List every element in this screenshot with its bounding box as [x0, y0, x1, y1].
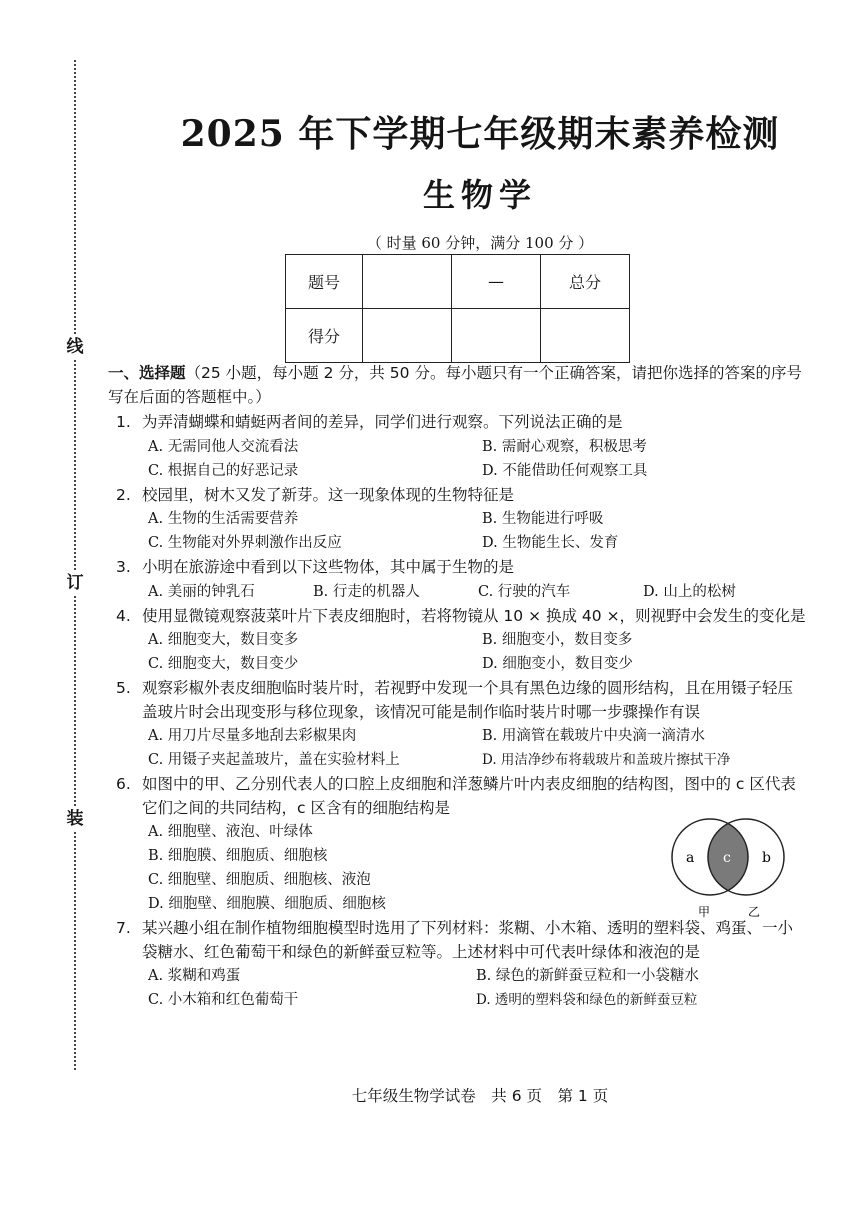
score-table-row: [286, 255, 630, 309]
binding-mark-ding: 订: [64, 572, 86, 594]
question-number: 5.: [116, 679, 131, 697]
question-text: 某兴趣小组在制作植物细胞模型时选用了下列材料：浆糊、小木箱、透明的塑料袋、鸡蛋、一小袋糖水、红色葡萄干和绿色的新鲜蚕豆粒等。上述材料中可代表叶绿体和液泡的是: [142, 919, 794, 961]
binding-dotted-line: [74, 60, 76, 1070]
option-d: D. 细胞壁、细胞膜、细胞质、细胞核: [148, 896, 386, 912]
venn-diagram: [664, 817, 792, 919]
question-5: [114, 677, 808, 772]
score-cell[interactable]: [363, 309, 452, 363]
option-c: C. 小木箱和红色葡萄干: [148, 992, 299, 1008]
option-c: C. 细胞变大，数目变少: [148, 656, 299, 672]
option-a: A. 浆糊和鸡蛋: [148, 968, 241, 984]
question-6: [114, 773, 808, 919]
option-c: C. 根据自己的好恶记录: [148, 462, 299, 479]
option-a: A. 美丽的钟乳石: [148, 583, 255, 600]
question-text: 校园里，树木又发了新芽。这一现象体现的生物特征是: [142, 485, 515, 504]
score-cell: 总分: [541, 255, 630, 309]
question-text: 使用显微镜观察菠菜叶片下表皮细胞时，若将物镜从 10 × 换成 40 ×，则视野中会发生的变化是: [142, 606, 806, 625]
venn-label-a: a: [686, 850, 695, 866]
option-a: A. 用刀片尽量多地刮去彩椒果肉: [148, 728, 357, 744]
questions-area: [108, 362, 808, 1012]
question-text: 如图中的甲、乙分别代表人的口腔上皮细胞和洋葱鳞片叶内表皮细胞的结构图，图中的 c 区代表它们之间的共同结构，c 区含有的细胞结构是: [142, 775, 796, 817]
option-d: D. 透明的塑料袋和绿色的新鲜蚕豆粒: [476, 992, 698, 1008]
question-4: [114, 605, 808, 677]
binding-mark-xian: 线: [64, 336, 86, 358]
score-cell: 得分: [286, 309, 363, 363]
score-cell[interactable]: [541, 309, 630, 363]
option-a: A. 无需同他人交流看法: [148, 438, 299, 455]
question-3: [114, 556, 808, 604]
score-cell[interactable]: [452, 309, 541, 363]
option-d: D. 用洁净纱布将载玻片和盖玻片擦拭干净: [482, 752, 731, 768]
score-cell: 题号: [286, 255, 363, 309]
question-number: 2.: [116, 485, 131, 504]
option-b: B. 细胞膜、细胞质、细胞核: [148, 848, 328, 864]
option-d: D. 不能借助任何观察工具: [482, 462, 648, 479]
venn-label-b: b: [762, 850, 771, 866]
question-number: 1.: [116, 413, 131, 431]
question-number: 3.: [116, 558, 131, 576]
score-cell: —: [452, 255, 541, 309]
page-footer: 七年级生物学试卷 共 6 页 第 1 页: [351, 1087, 609, 1105]
venn-label-c: c: [723, 850, 731, 866]
venn-caption-jia: 甲: [698, 905, 711, 919]
question-number: 7.: [116, 919, 131, 937]
option-d: D. 山上的松树: [643, 583, 736, 600]
option-d: D. 细胞变小，数目变少: [482, 656, 633, 672]
option-b: B. 细胞变小，数目变多: [482, 632, 633, 648]
option-c: C. 用镊子夹起盖玻片，盖在实验材料上: [148, 752, 400, 768]
option-b: B. 生物能进行呼吸: [482, 511, 604, 527]
score-table-row: [286, 309, 630, 363]
question-number: 6.: [116, 775, 131, 793]
section-title: 一、选择题: [108, 364, 186, 382]
option-b: B. 绿色的新鲜蚕豆粒和一小袋糖水: [476, 968, 699, 984]
option-c: C. 行驶的汽车: [478, 583, 571, 600]
venn-caption-yi: 乙: [748, 905, 761, 919]
section-heading: [108, 362, 808, 409]
question-text: 观察彩椒外表皮细胞临时装片时，若视野中发现一个具有黑色边缘的圆形结构，且在用镊子轻压盖玻片时会出现变形与移位现象，该情况可能是制作临时装片时哪一步骤操作有误: [142, 679, 794, 721]
option-b: B. 行走的机器人: [313, 583, 420, 600]
option-a: A. 细胞壁、液泡、叶绿体: [148, 824, 313, 840]
question-1: [114, 411, 808, 483]
question-7: [114, 917, 808, 1012]
score-cell[interactable]: [363, 255, 452, 309]
question-number: 4.: [116, 606, 131, 625]
question-text: 为弄清蝴蝶和蜻蜓两者间的差异，同学们进行观察。下列说法正确的是: [142, 413, 623, 431]
binding-mark-zhuang: 装: [64, 808, 86, 830]
time-note: （ 时量 60 分钟，满分 100 分 ）: [366, 234, 594, 252]
question-text: 小明在旅游途中看到以下这些物体，其中属于生物的是: [142, 558, 515, 576]
option-b: B. 用滴管在载玻片中央滴一滴清水: [482, 728, 705, 744]
question-2: [114, 484, 808, 556]
option-b: B. 需耐心观察，积极思考: [482, 438, 647, 455]
subject-title: 生物学: [422, 176, 537, 214]
option-a: A. 生物的生活需要营养: [148, 511, 299, 527]
score-table: [285, 254, 630, 363]
option-c: C. 细胞壁、细胞质、细胞核、液泡: [148, 872, 371, 888]
option-c: C. 生物能对外界刺激作出反应: [148, 535, 342, 551]
exam-title: 2025 年下学期七年级期末素养检测: [180, 113, 780, 155]
option-d: D. 生物能生长、发育: [482, 535, 619, 551]
option-a: A. 细胞变大，数目变多: [148, 632, 299, 648]
section-desc: （25 小题，每小题 2 分，共 50 分。每小题只有一个正确答案，请把你选择的答案的序号写在后面的答题框中。）: [108, 364, 802, 406]
